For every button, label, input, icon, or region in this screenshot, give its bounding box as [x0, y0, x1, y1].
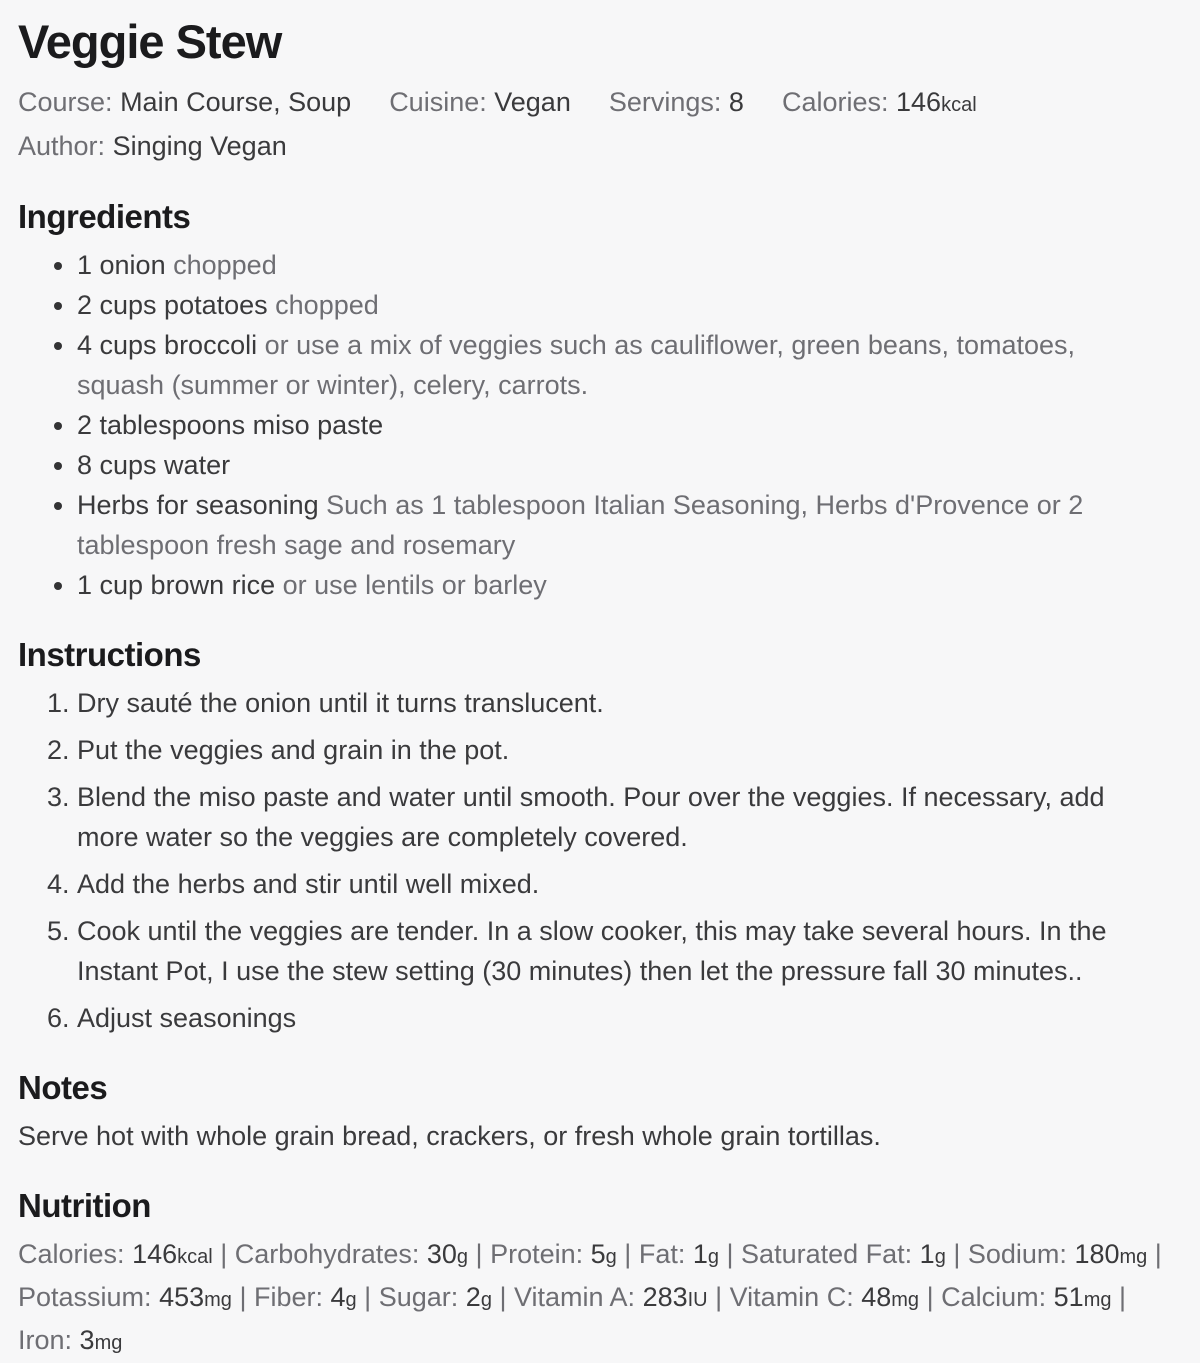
- instructions-heading: Instructions: [18, 636, 201, 673]
- ingredient-item: [77, 245, 1107, 285]
- ingredient-item: [77, 565, 1107, 605]
- recipe-title: Veggie Stew: [18, 15, 282, 68]
- ingredient-main: 1 cup brown rice: [77, 570, 276, 600]
- meta-servings-value: 8: [728, 87, 744, 117]
- recipe-page: [0, 14, 1200, 1363]
- meta-calories-label: Calories:: [781, 87, 889, 117]
- nutrition-value: 180: [1074, 1239, 1120, 1269]
- ingredient-item: [77, 405, 1107, 445]
- instruction-step: 4. Add the herbs and stir until well mixed.: [77, 864, 1107, 904]
- nutrition-label: Calcium:: [941, 1282, 1047, 1312]
- nutrition-unit: mg: [1119, 1246, 1148, 1268]
- ingredient-main: 2 tablespoons miso paste: [77, 410, 384, 440]
- nutrition-unit: g: [934, 1246, 946, 1268]
- instruction-step: 3. Blend the miso paste and water until smooth. Pour over the veggies. If necessary, add more water so the veggies are completely covered.: [77, 777, 1107, 857]
- nutrition-separator: |: [212, 1239, 235, 1269]
- ingredients-list: [18, 245, 1182, 605]
- nutrition-unit: g: [345, 1289, 357, 1311]
- ingredient-item: [77, 325, 1107, 405]
- nutrition-value: 4: [330, 1282, 346, 1312]
- nutrition-unit: mg: [1083, 1289, 1112, 1311]
- nutrition-value: 283: [642, 1282, 688, 1312]
- meta-calories-unit: kcal: [941, 94, 977, 116]
- ingredient-main: 1 onion: [77, 250, 166, 280]
- ingredient-note: Such as 1 tablespoon Italian Seasoning, Herbs d'Provence or 2 tablespoon fresh sage and rosemary: [77, 490, 1084, 560]
- nutrition-unit: mg: [891, 1289, 920, 1311]
- nutrition-value: 453: [159, 1282, 205, 1312]
- nutrition-value: 5: [590, 1239, 606, 1269]
- instruction-step: 1. Dry sauté the onion until it turns translucent.: [77, 683, 1107, 723]
- nutrition-unit: g: [480, 1289, 492, 1311]
- ingredient-item: [77, 485, 1107, 565]
- nutrition-unit: g: [707, 1246, 720, 1268]
- nutrition-separator: |: [1111, 1282, 1126, 1312]
- instruction-step: 6. Adjust seasonings: [77, 998, 1107, 1038]
- ingredient-note: or use lentils or barley: [282, 570, 547, 600]
- nutrition-facts: [18, 1234, 1182, 1363]
- nutrition-separator: |: [356, 1282, 379, 1312]
- ingredient-main: 2 cups potatoes: [77, 290, 268, 320]
- nutrition-separator: |: [919, 1282, 942, 1312]
- meta-cuisine-label: Cuisine:: [389, 87, 487, 117]
- nutrition-label: Saturated Fat:: [741, 1239, 913, 1269]
- meta-cuisine-value: Vegan: [494, 87, 571, 117]
- nutrition-label: Calories:: [18, 1239, 125, 1269]
- meta-servings: [609, 87, 744, 117]
- nutrition-value: 146: [132, 1239, 178, 1269]
- meta-course-value: Main Course, Soup: [120, 87, 352, 117]
- nutrition-separator: |: [231, 1282, 254, 1312]
- nutrition-unit: kcal: [177, 1246, 213, 1268]
- meta-course: [18, 87, 351, 117]
- nutrition-value: 2: [465, 1282, 481, 1312]
- instruction-step: 5. Cook until the veggies are tender. In a slow cooker, this may take several hours. In the Instant Pot, I use the stew setting (30 minutes) then let the pressure fall 30 minutes..: [77, 911, 1107, 991]
- ingredient-note: or use a mix of veggies such as cauliflower, green beans, tomatoes, squash (summer or winter), celery, carrots.: [77, 330, 1076, 400]
- nutrition-heading: Nutrition: [18, 1187, 151, 1224]
- meta-author-label: Author:: [18, 131, 106, 161]
- ingredient-note: chopped: [173, 250, 277, 280]
- nutrition-separator: |: [707, 1282, 730, 1312]
- nutrition-label: Potassium:: [18, 1282, 152, 1312]
- nutrition-label: Sodium:: [967, 1239, 1067, 1269]
- instruction-step: 2. Put the veggies and grain in the pot.: [77, 730, 1107, 770]
- nutrition-unit: g: [456, 1246, 469, 1268]
- meta-servings-label: Servings:: [608, 87, 722, 117]
- notes-heading: Notes: [18, 1069, 108, 1106]
- nutrition-separator: |: [468, 1239, 491, 1269]
- ingredient-item: [77, 285, 1107, 325]
- nutrition-label: Sugar:: [378, 1282, 459, 1312]
- nutrition-separator: |: [616, 1239, 639, 1269]
- meta-calories-value: 146: [896, 87, 942, 117]
- nutrition-unit: mg: [94, 1332, 123, 1354]
- meta-cuisine: [389, 87, 571, 117]
- nutrition-value: 48: [861, 1282, 892, 1312]
- ingredients-heading: Ingredients: [18, 198, 191, 235]
- nutrition-label: Vitamin A:: [513, 1282, 636, 1312]
- nutrition-value: 3: [79, 1325, 95, 1355]
- meta-calories: [782, 87, 977, 117]
- meta-author: [18, 131, 287, 161]
- ingredient-note: chopped: [275, 290, 379, 320]
- nutrition-label: Protein:: [490, 1239, 584, 1269]
- nutrition-unit: mg: [204, 1289, 232, 1311]
- recipe-author-row: [18, 126, 1182, 167]
- nutrition-value: 1: [692, 1239, 708, 1269]
- nutrition-unit: IU: [687, 1289, 708, 1311]
- ingredient-main: 4 cups broccoli: [77, 330, 258, 360]
- meta-course-label: Course:: [18, 87, 113, 117]
- nutrition-label: Vitamin C:: [729, 1282, 854, 1312]
- nutrition-value: 30: [426, 1239, 457, 1269]
- notes-text: Serve hot with whole grain bread, crackers, or fresh whole grain tortillas.: [18, 1121, 881, 1151]
- nutrition-value: 1: [919, 1239, 935, 1269]
- nutrition-label: Fat:: [638, 1239, 686, 1269]
- nutrition-label: Iron:: [18, 1325, 73, 1355]
- meta-author-value: Singing Vegan: [112, 131, 287, 161]
- ingredient-main: 8 cups water: [77, 450, 231, 480]
- nutrition-unit: g: [605, 1246, 617, 1268]
- nutrition-value: 51: [1053, 1282, 1084, 1312]
- nutrition-separator: |: [719, 1239, 742, 1269]
- instructions-list: [18, 683, 1182, 1038]
- ingredient-main: Herbs for seasoning: [77, 490, 319, 520]
- recipe-meta-row: [18, 82, 1182, 126]
- nutrition-label: Fiber:: [253, 1282, 323, 1312]
- nutrition-separator: |: [491, 1282, 514, 1312]
- nutrition-separator: |: [1147, 1239, 1162, 1269]
- ingredient-item: [77, 445, 1107, 485]
- nutrition-separator: |: [945, 1239, 968, 1269]
- nutrition-label: Carbohydrates:: [234, 1239, 420, 1269]
